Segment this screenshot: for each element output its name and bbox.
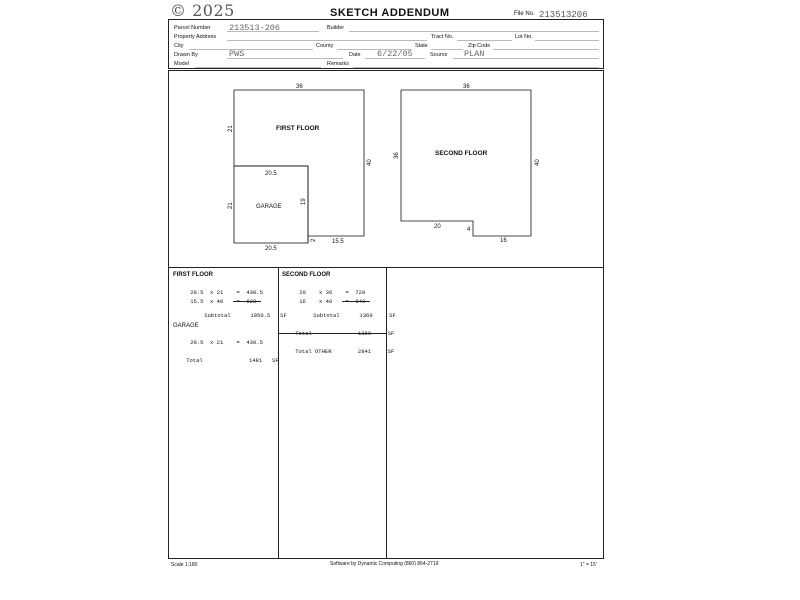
file-no-value: 213513206 [539,10,588,20]
first-floor-dim-top: 36 [296,84,303,90]
scale-label: Scale 1:180 [171,562,198,568]
first-floor-dim-right: 40 [367,159,373,166]
model-label: Model [174,61,189,67]
software-credit: Software by Dynamic Computing (860) 864-2719 [330,561,439,567]
subtotal-row: Subtotal 1050.5 SF [204,312,287,319]
total-row: Total 1360 SF [295,330,395,337]
parcel-number-label: Parcel Number [174,25,211,31]
table-row: 16 x 40 = 640 [299,298,366,305]
garage-label: GARAGE [256,204,282,210]
second-floor-dim-bottom-right: 16 [500,238,507,244]
property-address-label: Property Address [174,34,217,40]
first-floor-label: FIRST FLOOR [276,125,320,132]
total-other-row: Total OTHER 2841 SF [295,348,395,355]
second-floor-outline [401,90,531,236]
area-summary [168,267,604,559]
garage-dim-right: 19 [301,198,307,205]
date-label: Date [349,52,361,58]
first-floor-dim-bottom-right: 15.5 [332,239,344,245]
source-value: PLAN [464,49,485,59]
drawn-by-value: PWS [229,49,245,59]
garage-dim-top: 20.5 [265,171,277,177]
first-floor-outline [234,90,364,236]
page-title: SKETCH ADDENDUM [330,7,450,19]
second-floor-dim-top: 36 [463,84,470,90]
second-floor-label: SECOND FLOOR [435,150,488,157]
total-row: Total 1481 SF [186,357,279,364]
garage-dim-left: 21 [228,202,234,209]
table-row: 20 x 36 = 720 [299,289,366,296]
table-row: 20.5 x 21 = 430.5 [190,339,263,346]
second-floor-dim-bottom-left: 20 [434,224,441,230]
date-value: 6/22/05 [377,49,413,59]
file-no-label: File No. [514,11,535,17]
table-row: 15.5 x 40 = 620 [190,298,257,305]
second-floor-dim-right: 40 [535,159,541,166]
county-label: County [316,43,334,49]
garage-dim-bottom: 20.5 [265,246,277,252]
drawn-by-label: Drawn By [174,52,198,58]
first-floor-dim-left: 21 [228,125,234,132]
city-label: City [174,43,184,49]
builder-label: Builder [327,25,345,31]
copyright-watermark: © 2025 [170,1,235,20]
summary-garage-title: GARAGE [173,323,199,329]
remarks-label: Remarks [327,61,350,67]
table-row: 20.5 x 21 = 430.5 [190,289,263,296]
second-floor-dim-left: 36 [394,152,400,159]
summary-second-floor-title: SECOND FLOOR [282,272,331,278]
state-label: State [415,43,428,49]
first-floor-dim-small: 2 [311,238,317,242]
second-floor-dim-notch: 4 [467,227,471,233]
tract-no-label: Tract No. [431,34,454,40]
ratio-label: 1" = 15' [580,562,597,568]
source-label: Source [430,52,448,58]
zip-code-label: Zip Code [468,43,491,49]
lot-no-label: Lot No. [515,34,533,40]
summary-first-floor-title: FIRST FLOOR [173,272,213,278]
subtotal-row: Subtotal 1360 SF [313,312,396,319]
parcel-number-value: 213513-206 [229,23,281,33]
